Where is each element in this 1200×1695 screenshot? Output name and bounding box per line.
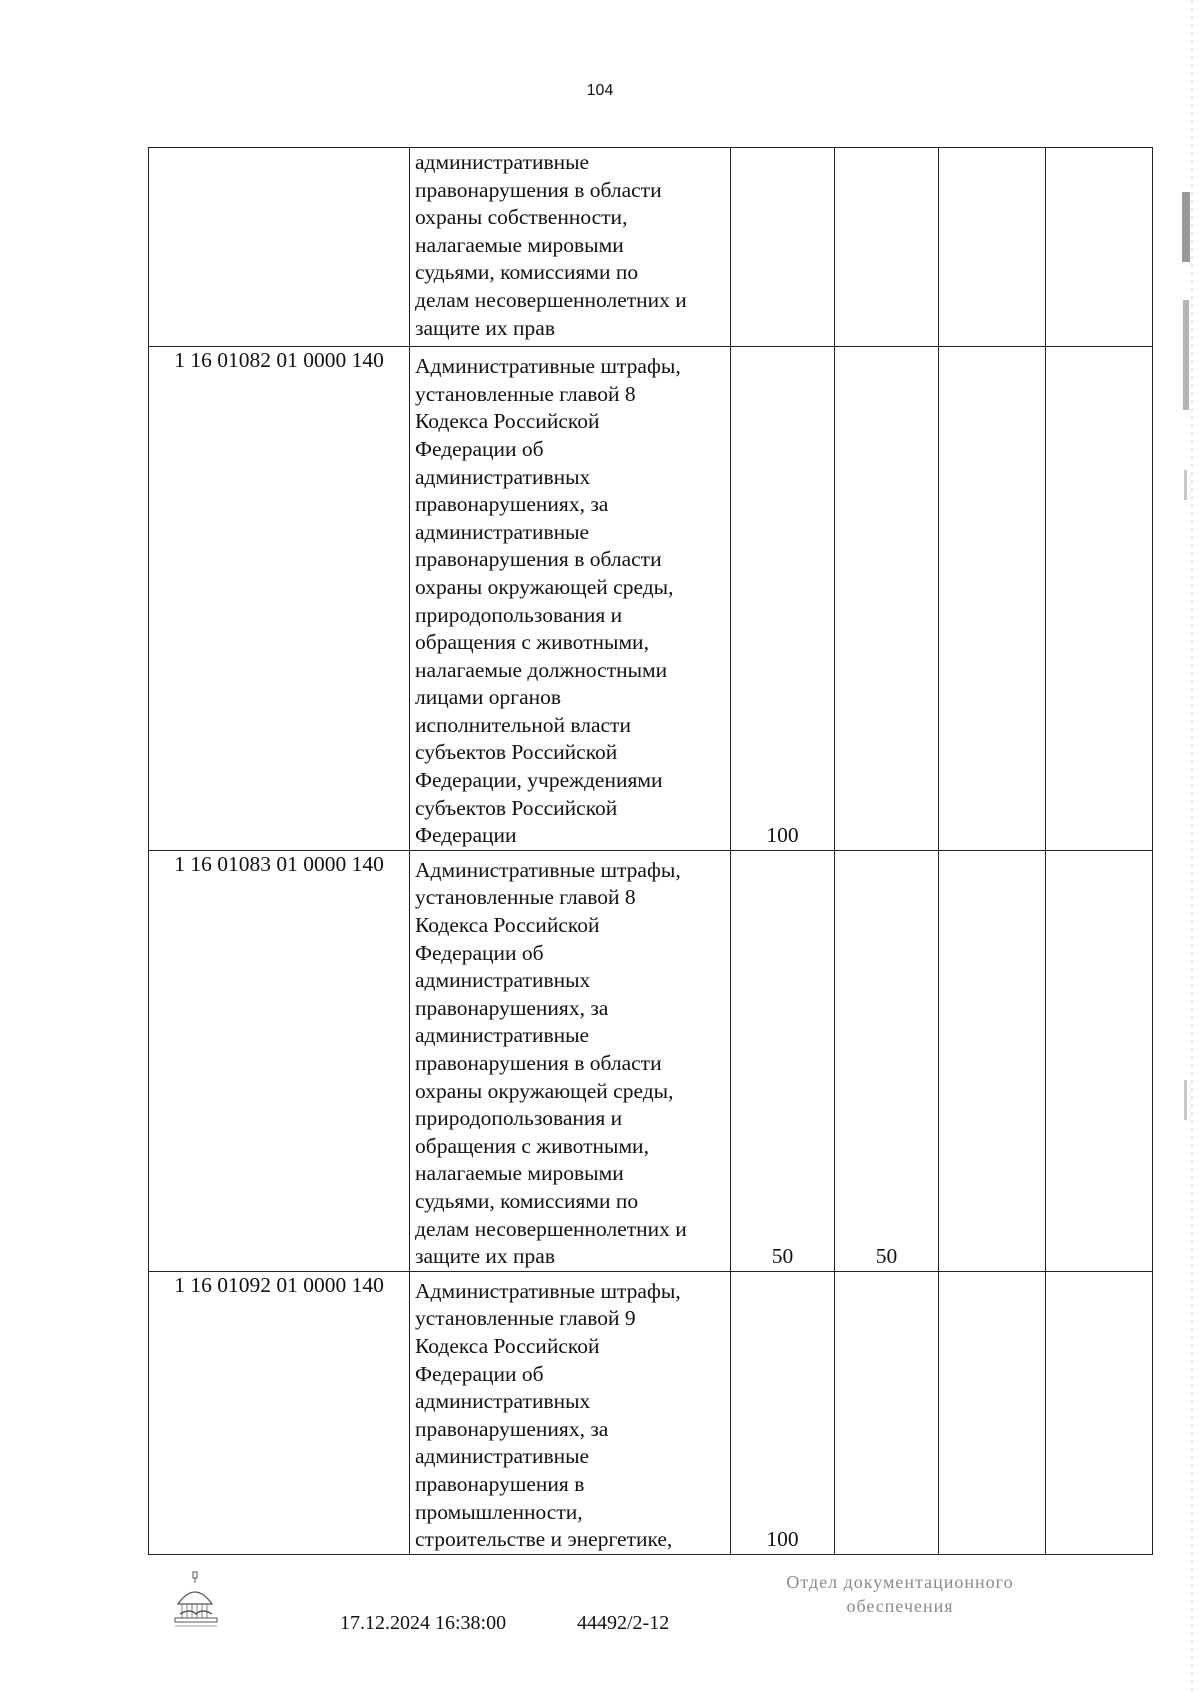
- value-col-5: [939, 1271, 1046, 1554]
- name-line: правонарушения в: [415, 1471, 585, 1496]
- value-col-4: [835, 1271, 939, 1554]
- name-line: правонарушения в области: [415, 1051, 662, 1075]
- table-row: [149, 148, 1153, 347]
- budget-table: [148, 147, 1153, 1555]
- name-line: обращения с животными,: [415, 630, 649, 655]
- name-line: субъектов Российской: [415, 740, 618, 765]
- name-line: Федерации, учреждениями: [415, 768, 663, 793]
- name-line: правонарушениях, за: [415, 995, 609, 1020]
- name-line: Административные штрафы,: [415, 354, 681, 379]
- value-col-6: [1046, 347, 1153, 851]
- name-line: налагаемые мировыми: [415, 1161, 624, 1186]
- row-code: 1 16 01092 01 0000 140: [149, 1271, 410, 1554]
- name-line: административных: [415, 1389, 591, 1414]
- value-col-3: 100: [731, 1271, 835, 1554]
- name-line: защите их прав: [415, 1244, 555, 1269]
- name-line: правонарушения в области: [415, 177, 662, 202]
- name-line: налагаемые должностными: [415, 657, 668, 682]
- footer-datetime: 17.12.2024 16:38:00: [340, 1612, 507, 1634]
- table-row: [149, 347, 1153, 851]
- value-col-6: [1046, 1271, 1153, 1554]
- name-line: природопользования и: [415, 1106, 623, 1131]
- row-name: [410, 850, 731, 1271]
- name-line: установленные главой 8: [415, 885, 636, 910]
- name-line: обращения с животными,: [415, 1133, 649, 1158]
- name-line: охраны собственности,: [415, 205, 628, 230]
- name-line: налагаемые мировыми: [415, 232, 624, 257]
- value-col-6: [1046, 148, 1153, 347]
- page-number: 104: [586, 82, 614, 99]
- name-line: Федерации: [415, 823, 517, 848]
- name-line: правонарушениях, за: [415, 492, 609, 517]
- value-col-4: 50: [835, 850, 939, 1271]
- value-col-5: [939, 347, 1046, 851]
- name-line: Федерации об: [415, 436, 544, 461]
- value-col-4: [835, 347, 939, 851]
- name-line: установленные главой 8: [415, 381, 636, 406]
- table-row: [149, 850, 1153, 1271]
- value-col-3: 100: [731, 347, 835, 851]
- name-line: делам несовершеннолетних и: [415, 1216, 687, 1241]
- table-row: [149, 1271, 1153, 1554]
- name-line: правонарушения в области: [415, 547, 662, 572]
- row-code: 1 16 01083 01 0000 140: [149, 850, 410, 1271]
- value-col-4: [835, 148, 939, 347]
- name-line: Кодекса Российской: [415, 1333, 600, 1358]
- value-col-5: [939, 850, 1046, 1271]
- name-line: судьями, комиссиями по: [415, 1188, 639, 1213]
- name-line: административные: [415, 1444, 590, 1469]
- name-line: административные: [415, 150, 590, 174]
- name-line: административные: [415, 1023, 590, 1048]
- name-line: Федерации об: [415, 1361, 544, 1386]
- name-line: административных: [415, 464, 591, 489]
- stamp-line-1: Отдел документационного: [786, 1572, 1014, 1592]
- row-code: 1 16 01082 01 0000 140: [149, 347, 410, 851]
- name-line: лицами органов: [415, 685, 562, 710]
- row-name: [410, 347, 731, 851]
- name-line: Административные штрафы,: [415, 1278, 681, 1303]
- footer-stamp: [760, 1570, 1040, 1618]
- value-col-3: [731, 148, 835, 347]
- name-line: Кодекса Российской: [415, 913, 600, 938]
- name-line: охраны окружающей среды,: [415, 1078, 674, 1103]
- value-col-5: [939, 148, 1046, 347]
- name-line: делам несовершеннолетних и: [415, 287, 687, 312]
- name-line: природопользования и: [415, 602, 623, 627]
- name-line: административные: [415, 519, 590, 544]
- name-line: защите их прав: [415, 315, 555, 340]
- name-line: субъектов Российской: [415, 795, 618, 820]
- name-line: охраны окружающей среды,: [415, 574, 674, 599]
- duma-building-logo-icon: [170, 1570, 224, 1630]
- footer-reg-number: 44492/2-12: [577, 1612, 670, 1634]
- name-line: судьями, комиссиями по: [415, 260, 639, 285]
- row-name: [410, 1271, 731, 1554]
- value-col-3: 50: [731, 850, 835, 1271]
- name-line: административных: [415, 968, 591, 993]
- name-line: строительстве и энергетике,: [415, 1527, 673, 1552]
- stamp-line-2: обеспечения: [846, 1596, 954, 1616]
- row-code: [149, 148, 410, 347]
- name-line: Федерации об: [415, 940, 544, 965]
- name-line: исполнительной власти: [415, 712, 631, 737]
- name-line: правонарушениях, за: [415, 1416, 609, 1441]
- row-name: [410, 148, 731, 347]
- name-line: Кодекса Российской: [415, 409, 600, 434]
- name-line: Административные штрафы,: [415, 857, 681, 882]
- name-line: установленные главой 9: [415, 1306, 636, 1331]
- scan-edge-marks: [1178, 0, 1200, 1695]
- name-line: промышленности,: [415, 1499, 583, 1524]
- value-col-6: [1046, 850, 1153, 1271]
